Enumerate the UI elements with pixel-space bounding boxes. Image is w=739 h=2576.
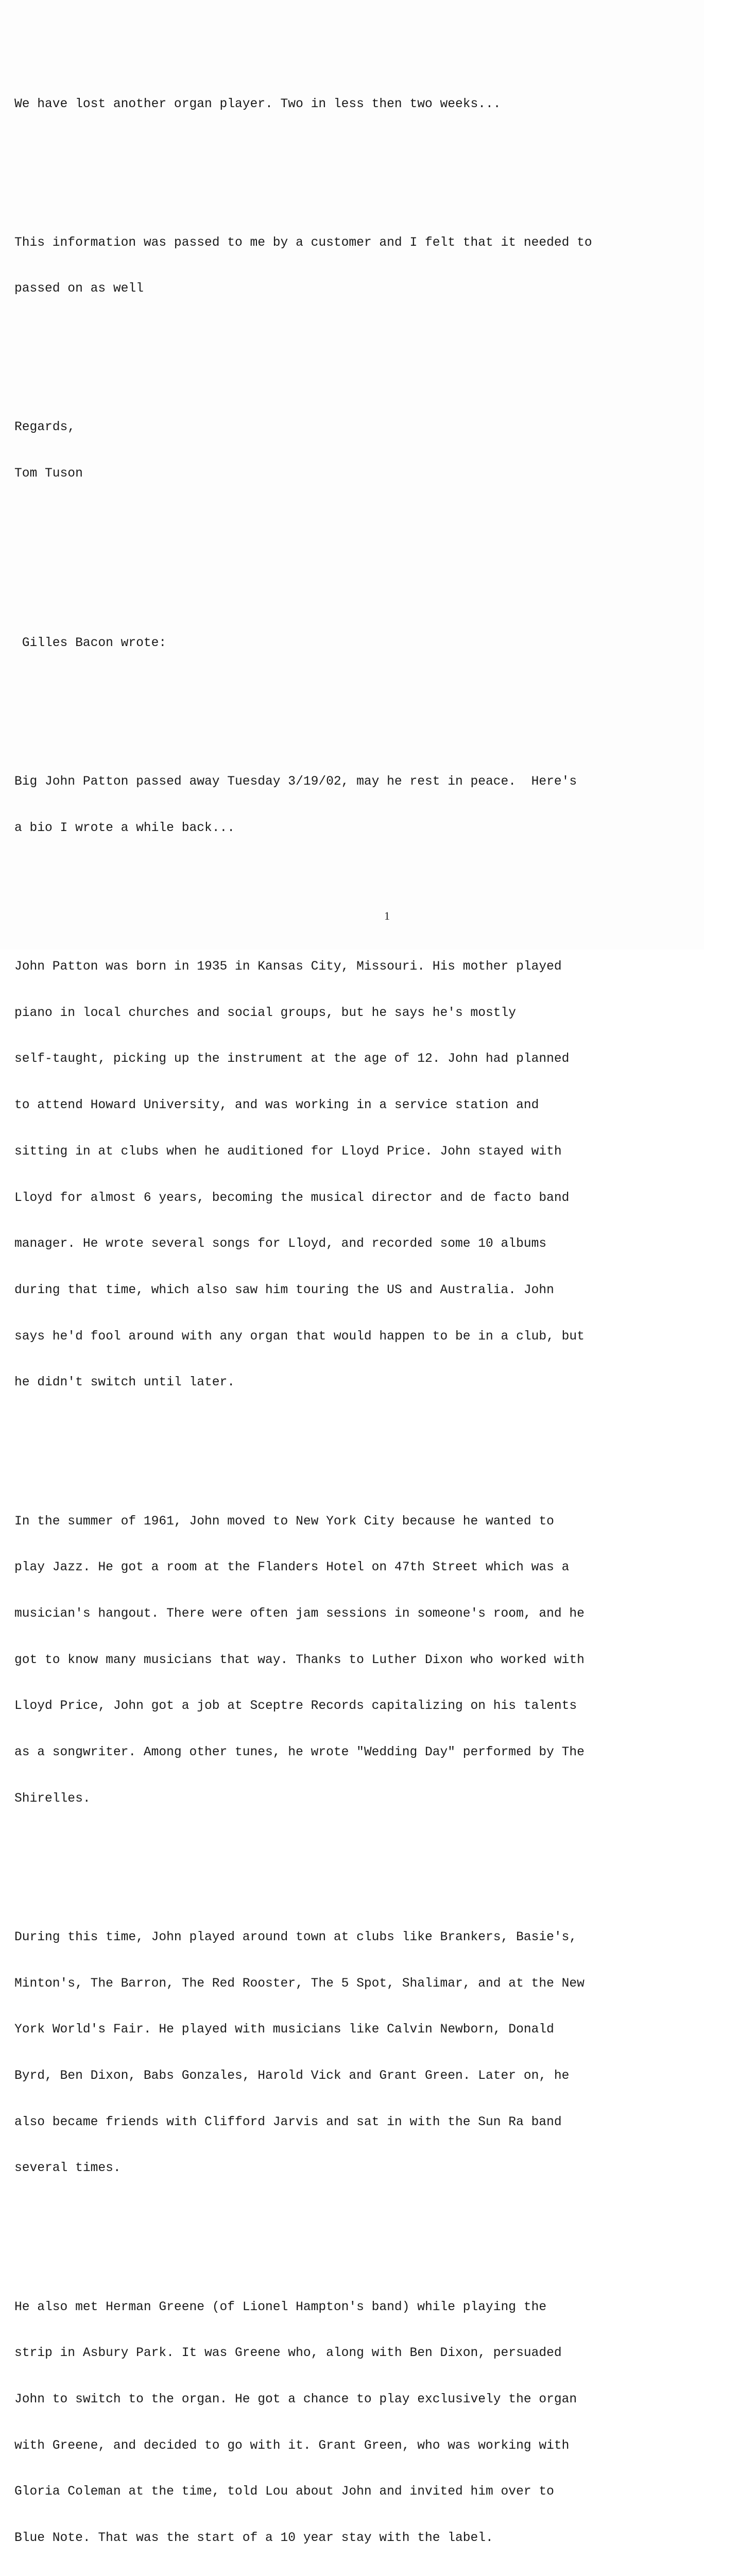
quote-attribution <box>14 605 694 682</box>
bio-line: John Patton was born in 1935 in Kansas City, Missouri. His mother played <box>14 960 562 974</box>
intro-line: This information was passed to me by a customer and I felt that it needed to <box>14 235 592 250</box>
bio-line: during that time, which also saw him touring the US and Australia. John <box>14 1283 554 1297</box>
bio-line: In the summer of 1961, John moved to New York City because he wanted to <box>14 1514 554 1529</box>
closing-regards: Regards, <box>14 420 76 435</box>
bio-paragraph-1 <box>14 928 694 1421</box>
bio-line: musician's hangout. There were often jam sessions in someone's room, and he <box>14 1606 585 1621</box>
bio-line: Blue Note. That was the start of a 10 year stay with the label. <box>14 2531 493 2546</box>
signature-name: Tom Tuson <box>14 467 83 481</box>
bio-line: piano in local churches and social groups, but he says he's mostly <box>14 1006 517 1020</box>
bio-line: several times. <box>14 2161 121 2176</box>
intro-line: We have lost another organ player. Two in less then two weeks... <box>14 97 501 111</box>
bio-line: self-taught, picking up the instrument at the age of 12. John had planned <box>14 1052 570 1066</box>
closing <box>14 389 694 513</box>
bio-paragraph-2 <box>14 1483 694 1838</box>
opening-line: Big John Patton passed away Tuesday 3/19/02, may he rest in peace. Here's <box>14 775 577 789</box>
bio-line: He also met Herman Greene (of Lionel Hampton's band) while playing the <box>14 2300 547 2314</box>
bio-line: strip in Asbury Park. It was Greene who, along with Ben Dixon, persuaded <box>14 2346 562 2361</box>
intro-paragraph-2 <box>14 205 694 328</box>
bio-line: he didn't switch until later. <box>14 1376 235 1390</box>
bio-line: play Jazz. He got a room at the Flanders Hotel on 47th Street which was a <box>14 1561 570 1575</box>
quote-opening <box>14 743 694 867</box>
attribution-line: Gilles Bacon wrote: <box>14 636 167 651</box>
bio-line: Shirelles. <box>14 1791 91 1806</box>
bio-line: got to know many musicians that way. Thanks to Luther Dixon who worked with <box>14 1653 585 1667</box>
page-number: 1 <box>384 909 390 922</box>
intro-line: passed on as well <box>14 282 144 296</box>
bio-line: with Greene, and decided to go with it. Grant Green, who was working with <box>14 2438 570 2453</box>
bio-line: Minton's, The Barron, The Red Rooster, The 5 Spot, Shalimar, and at the New <box>14 1976 585 1991</box>
opening-line: a bio I wrote a while back... <box>14 821 235 835</box>
bio-line: Lloyd Price, John got a job at Sceptre Records capitalizing on his talents <box>14 1699 577 1714</box>
bio-line: also became friends with Clifford Jarvis and sat in with the Sun Ra band <box>14 2115 562 2129</box>
bio-line: sitting in at clubs when he auditioned for Lloyd Price. John stayed with <box>14 1144 562 1159</box>
bio-line: Lloyd for almost 6 years, becoming the musical director and de facto band <box>14 1191 570 1205</box>
bio-line: as a songwriter. Among other tunes, he wrote "Wedding Day" performed by The <box>14 1745 585 1760</box>
intro-paragraph <box>14 66 694 143</box>
bio-paragraph-4 <box>14 2269 694 2576</box>
bio-line: Byrd, Ben Dixon, Babs Gonzales, Harold Vick and Grant Green. Later on, he <box>14 2069 570 2083</box>
bio-line: Gloria Coleman at the time, told Lou about John and invited him over to <box>14 2485 554 2499</box>
bio-line: York World's Fair. He played with musicians like Calvin Newborn, Donald <box>14 2023 554 2037</box>
bio-line: During this time, John played around town at clubs like Brankers, Basie's, <box>14 1930 577 1944</box>
bio-line: John to switch to the organ. He got a chance to play exclusively the organ <box>14 2392 577 2406</box>
bio-line: says he'd fool around with any organ that would happen to be in a club, but <box>14 1329 585 1344</box>
bio-line: to attend Howard University, and was working in a service station and <box>14 1098 539 1113</box>
bio-line: manager. He wrote several songs for Lloyd, and recorded some 10 albums <box>14 1237 547 1251</box>
bio-paragraph-3 <box>14 1899 694 2207</box>
letter-body <box>14 20 694 2576</box>
